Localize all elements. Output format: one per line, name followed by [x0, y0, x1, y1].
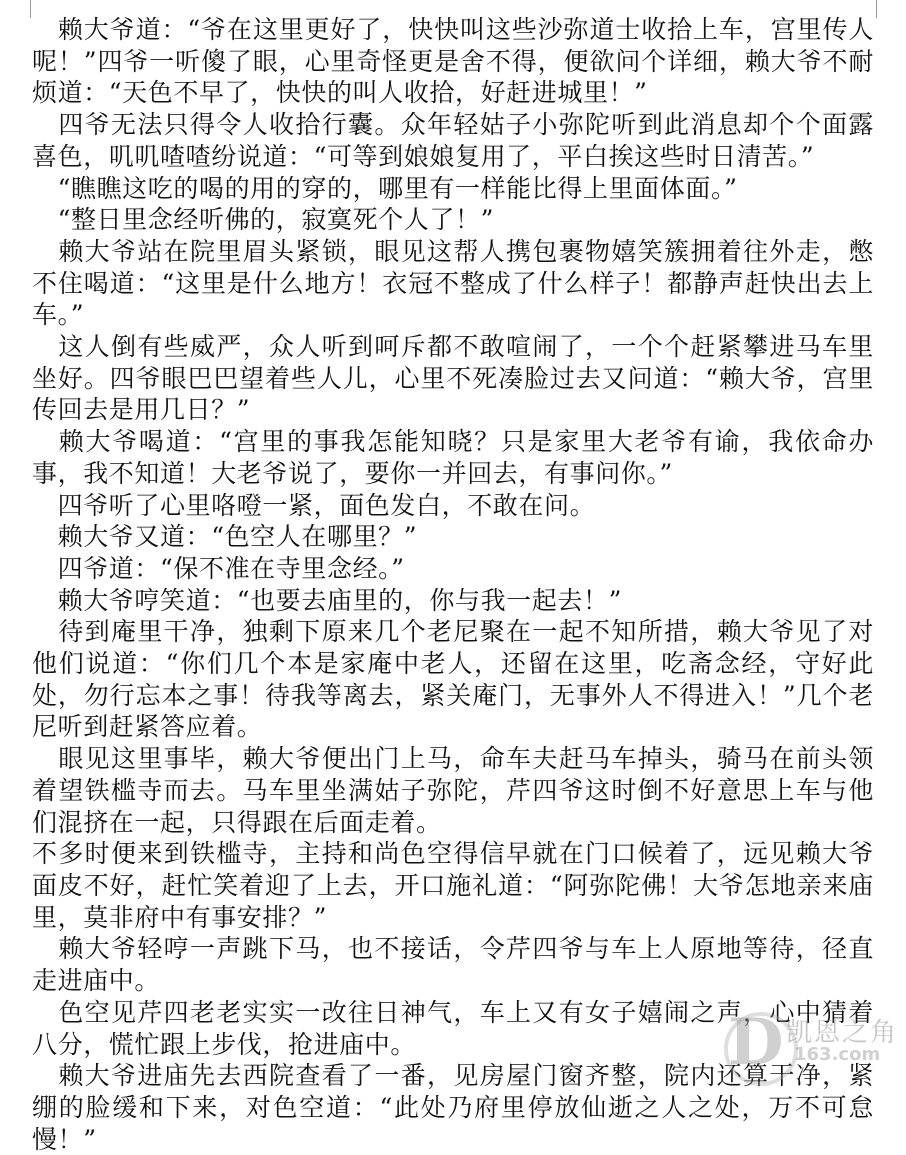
paragraph: 赖大爷喝道：“宫里的事我怎能知晓？只是家里大老爷有谕，我依命办事，我不知道！大老爷说了，要你一并回去，有事问你。” — [32, 427, 874, 488]
watermark-domain: 163.com — [794, 1044, 881, 1065]
watermark-logo-letter: D — [728, 1005, 784, 1080]
paragraph: 色空见芹四老老实实一改往日神气，车上又有女子嬉闹之声，心中猜着八分，慌忙跟上步伐，抢进庙中。 — [32, 997, 874, 1059]
paragraph: 赖大爷轻哼一声跳下马，也不接话，令芹四爷与车上人原地等待，径直走进庙中。 — [32, 934, 874, 996]
paragraph: 赖大爷站在院里眉头紧锁，眼见这帮人携包裹物嬉笑簇拥着往外走，憋不住喝道：“这里是什么地方！衣冠不整成了什么样子！都静声赶快出去上车。” — [32, 236, 874, 330]
paragraph: 不多时便来到铁槛寺，主持和尚色空得信早就在门口候着了，远见赖大爷面皮不好，赶忙笑着迎了上去，开口施礼道：“阿弥陀佛！大爷怎地亲来庙里，莫非府中有事安排？” — [32, 839, 874, 932]
watermark-title: 凯恩之角 — [786, 1018, 899, 1048]
paragraph: 赖大爷进庙先去西院查看了一番，见房屋门窗齐整，院内还算干净，紧绷的脸缓和下来，对色空道：“此处乃府里停放仙逝之人之处，万不可怠慢！” — [32, 1061, 874, 1154]
paragraph: 四爷无法只得令人收拾行囊。众年轻姑子小弥陀听到此消息却个个面露喜色，叽叽喳喳纷说道：“可等到娘娘复用了，平白挨这些时日清苦。” — [32, 110, 874, 171]
page-corner-mark-left — [30, 0, 31, 18]
paragraph: 赖大爷又道：“色空人在哪里？” — [32, 522, 418, 552]
paragraph: 四爷听了心里咯噔一紧，面色发白，不敢在问。 — [32, 490, 596, 520]
document-body[interactable] — [32, 14, 874, 1155]
page-corner-mark-right — [876, 0, 877, 18]
paragraph: 待到庵里干净，独剩下原来几个老尼聚在一起不知所措，赖大爷见了对他们说道：“你们几个本是家庵中老人，还留在这里，吃斋念经，守好此处，勿行忘本之事！待我等离去，紧关庵门，无事外人不得进入！”几个老尼听到赶紧答应着。 — [32, 617, 874, 742]
paragraph: 四爷道：“保不准在寺里念经。” — [32, 553, 405, 583]
paragraph: 这人倒有些威严，众人听到呵斥都不敢喧闹了，一个个赶紧攀进马车里坐好。四爷眼巴巴望着些人儿，心里不死凑脸过去又问道：“赖大爷，宫里传回去是用几日？” — [32, 332, 874, 425]
paragraph: 赖大爷道：“爷在这里更好了，快快叫这些沙弥道士收拾上车，宫里传人呢！”四爷一听傻了眼，心里奇怪更是舍不得，便欲问个详细，赖大爷不耐烦道：“天色不早了，快快的叫人收拾，好赶进城里！” — [32, 15, 874, 108]
paragraph: “瞧瞧这吃的喝的用的穿的，哪里有一样能比得上里面体面。” — [32, 173, 738, 203]
paragraph: 赖大爷哼笑道：“也要去庙里的，你与我一起去！” — [32, 585, 622, 615]
paragraph: 眼见这里事毕，赖大爷便出门上马，命车夫赶马车掉头，骑马在前头领着望铁槛寺而去。马车里坐满姑子弥陀，芹四爷这时倒不好意思上车与他们混挤在一起，只得跟在后面走着。 — [32, 744, 874, 837]
paragraph: “整日里念经听佛的，寂寞死个人了！” — [32, 205, 494, 235]
